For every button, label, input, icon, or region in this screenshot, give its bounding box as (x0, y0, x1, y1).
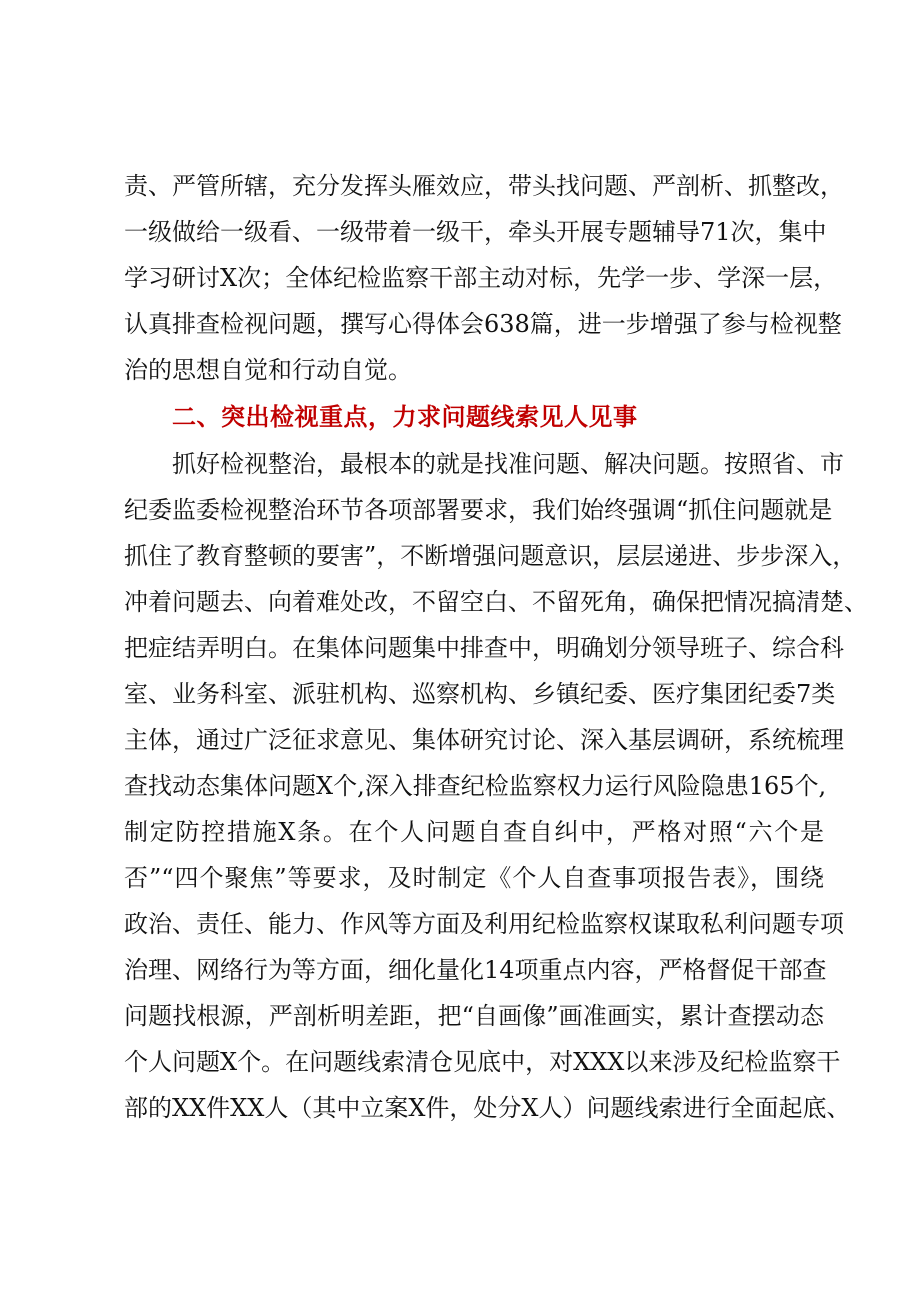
paragraph-2-line-4: 冲着问题去、向着难处改，不留空白、不留死角，确保把情况搞清楚、 (124, 588, 868, 616)
paragraph-1-line-1: 责、严管所辖，充分发挥头雁效应，带头找问题、严剖析、抓整改， (124, 172, 844, 200)
paragraph-1-line-2: 一级做给一级看、一级带着一级干，牵头开展专题辅导71次，集中 (124, 218, 827, 246)
section-heading: 二、突出检视重点，力求问题线索见人见事 (172, 403, 638, 431)
paragraph-2-line-14: 个人问题X个。在问题线索清仓见底中，对XXX以来涉及纪检监察干 (124, 1048, 841, 1076)
paragraph-2-line-15: 部的XX件XX人（其中立案X件，处分X人）问题线索进行全面起底、 (124, 1094, 851, 1122)
paragraph-2-line-8: 查找动态集体问题X个,深入排查纪检监察权力运行风险隐患165个, (124, 772, 827, 800)
paragraph-2-line-5: 把症结弄明白。在集体问题集中排查中，明确划分领导班子、综合科 (124, 634, 844, 662)
paragraph-2-line-1: 抓好检视整治，最根本的就是找准问题、解决问题。按照省、市 (172, 450, 844, 478)
paragraph-2-line-11: 政治、责任、能力、作风等方面及利用纪检监察权谋取私利问题专项 (124, 910, 844, 938)
paragraph-2-line-7: 主体，通过广泛征求意见、集体研究讨论、深入基层调研，系统梳理 (124, 726, 844, 754)
paragraph-2-line-2: 纪委监委检视整治环节各项部署要求，我们始终强调“抓住问题就是 (124, 496, 833, 524)
paragraph-1-line-4: 认真排查检视问题，撰写心得体会638篇，进一步增强了参与检视整 (124, 310, 842, 338)
paragraph-1-line-5: 治的思想自觉和行动自觉。 (124, 356, 412, 384)
paragraph-2-line-13: 问题找根源，严剖析明差距，把“自画像”画准画实，累计查摆动态 (124, 1002, 824, 1030)
paragraph-2-line-10: 否”“四个聚焦”等要求，及时制定《个人自查事项报告表》，围绕 (124, 864, 824, 892)
paragraph-2-line-6: 室、业务科室、派驻机构、巡察机构、乡镇纪委、医疗集团纪委7类 (124, 680, 836, 708)
paragraph-1-line-3: 学习研讨X次；全体纪检监察干部主动对标，先学一步、学深一层， (124, 264, 838, 292)
paragraph-2-line-12: 治理、网络行为等方面，细化量化14项重点内容，严格督促干部查 (124, 956, 827, 984)
paragraph-2-line-9: 制定防控措施X条。在个人问题自查自纠中，严格对照“六个是 (124, 818, 824, 846)
paragraph-2-line-3: 抓住了教育整顿的要害”，不断增强问题意识，层层递进、步步深入， (124, 542, 857, 570)
